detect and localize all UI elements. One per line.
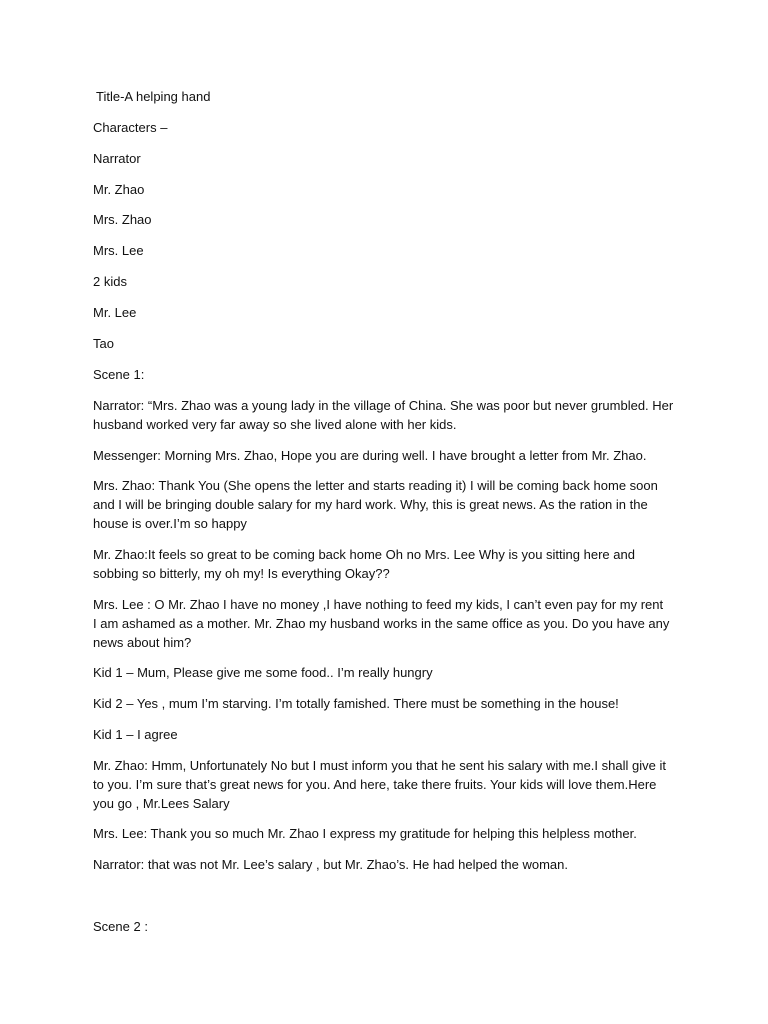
paragraph-line: Mr. Zhao:It feels so great to be coming back home Oh no Mrs. Lee Why is you sitting here and — [93, 547, 635, 562]
scene-heading: Scene 2 : — [93, 919, 148, 934]
dialogue-paragraph — [93, 446, 693, 465]
paragraph-line: you go , Mr.Lees Salary — [93, 796, 230, 811]
paragraph-line: Narrator: that was not Mr. Lee’s salary , but Mr. Zhao’s. He had helped the woman. — [93, 857, 568, 872]
dialogue-paragraph — [93, 824, 693, 843]
paragraph-line: house is over.I’m so happy — [93, 516, 247, 531]
character-item: Mr. Lee — [93, 305, 137, 320]
scene-heading: Scene 1: — [93, 367, 145, 382]
paragraph-line: Kid 1 – Mum, Please give me some food.. I’m really hungry — [93, 665, 433, 680]
character-item: Tao — [93, 336, 114, 351]
paragraph-line: Kid 2 – Yes , mum I’m starving. I’m totally famished. There must be something in the house! — [93, 696, 619, 711]
dialogue-paragraph — [93, 545, 693, 583]
dialogue-paragraph — [93, 396, 693, 434]
dialogue-paragraph — [93, 595, 693, 652]
character-item: Mr. Zhao — [93, 182, 145, 197]
paragraph-line: husband worked very far away so she lived alone with her kids. — [93, 417, 457, 432]
dialogue-paragraph — [93, 694, 693, 713]
paragraph-line: sobbing so bitterly, my oh my! Is everything Okay?? — [93, 566, 390, 581]
character-item: 2 kids — [93, 274, 127, 289]
paragraph-line: Kid 1 – I agree — [93, 727, 178, 742]
paragraph-line: Mrs. Lee : O Mr. Zhao I have no money ,I have nothing to feed my kids, I can’t even pay for my rent — [93, 597, 664, 612]
character-item: Narrator — [93, 151, 141, 166]
paragraph-line: Narrator: “Mrs. Zhao was a young lady in the village of China. She was poor but never grumbled. Her — [93, 398, 674, 413]
dialogue-paragraph — [93, 663, 693, 682]
dialogue-paragraph — [93, 476, 693, 533]
dialogue-paragraph — [93, 725, 693, 744]
character-item: Mrs. Lee — [93, 243, 144, 258]
paragraph-line: to you. I’m sure that’s great news for you. And here, take there fruits. Your kids will love them.Here — [93, 777, 657, 792]
characters-heading: Characters – — [93, 120, 168, 135]
paragraph-line: and I will be bringing double salary for my hard work. Why, this is great news. As the ration in the — [93, 497, 648, 512]
paragraph-line: news about him? — [93, 635, 192, 650]
paragraph-line: Mrs. Lee: Thank you so much Mr. Zhao I express my gratitude for helping this helpless mother. — [93, 826, 637, 841]
document-title: Title-A helping hand — [96, 89, 211, 104]
character-item: Mrs. Zhao — [93, 212, 152, 227]
dialogue-paragraph — [93, 756, 693, 813]
paragraph-line: I am ashamed as a mother. Mr. Zhao my husband works in the same office as you. Do you have any — [93, 616, 670, 631]
paragraph-line: Messenger: Morning Mrs. Zhao, Hope you are during well. I have brought a letter from Mr. Zhao. — [93, 448, 647, 463]
dialogue-paragraph — [93, 855, 693, 874]
paragraph-line: Mr. Zhao: Hmm, Unfortunately No but I must inform you that he sent his salary with me.I shall give it — [93, 758, 666, 773]
paragraph-line: Mrs. Zhao: Thank You (She opens the letter and starts reading it) I will be coming back home soon — [93, 478, 658, 493]
